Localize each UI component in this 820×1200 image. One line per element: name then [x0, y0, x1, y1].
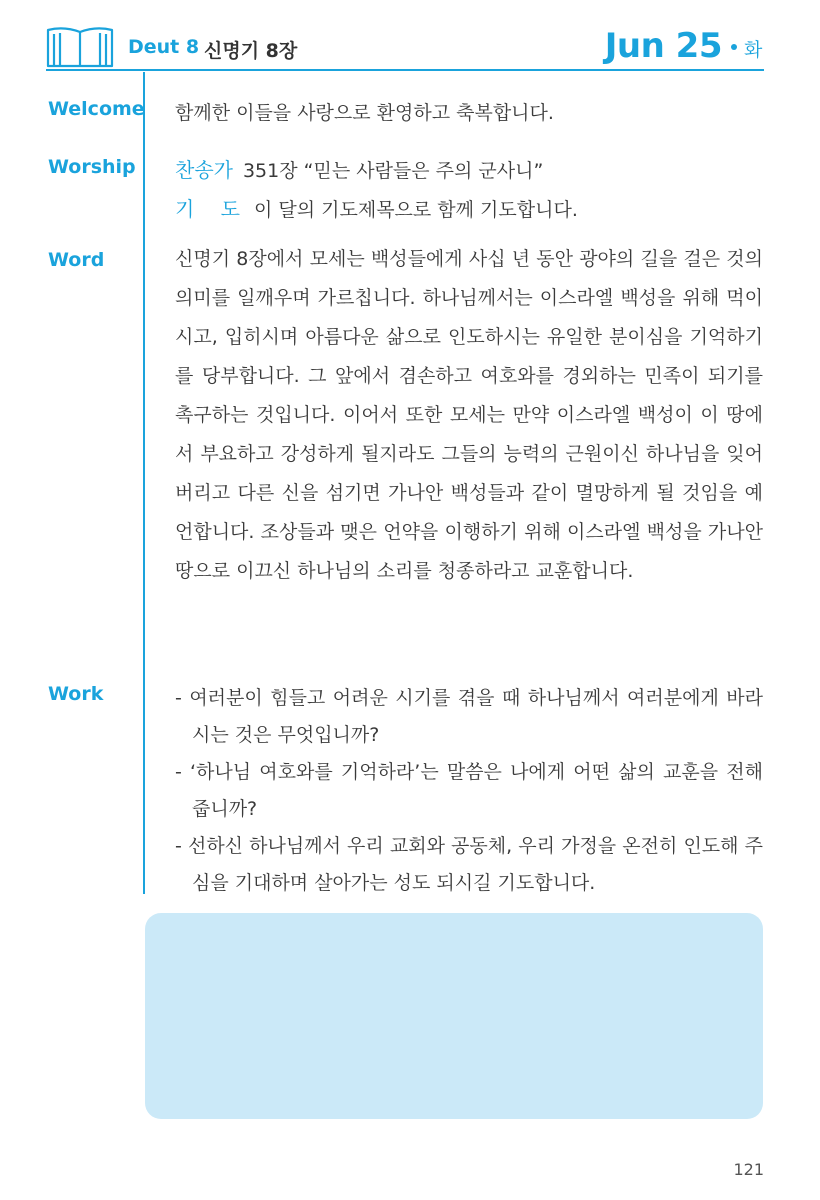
weekday: 화 [744, 39, 763, 61]
word-paragraph: 신명기 8장에서 모세는 백성들에게 사십 년 동안 광야의 길을 걸은 것의 의미를 일깨우며 가르칩니다. 하나님께서는 이스라엘 백성을 위해 먹이시고, 입히시며 아름다운 삶으로 인도하시는 유일한 분이심을 기억하기를 당부합니다. 그 앞에서 겸손하고 여호와를 경외하는 민족이 되기를 촉구하는 것입니다. 이어서 또한 모세는 만약 이스라엘 백성이 이 땅에서 부요하고 강성하게 될지라도 그들의 능력의 근원이신 하나님을 잊어버리고 다른 신을 섬기면 가나안 백성들과 같이 멸망하게 될 것임을 예언합니다. 조상들과 맺은 언약을 이행하기 위해 이스라엘 백성을 가나안 땅으로 이끄신 하나님의 소리를 청종하라고 교훈합니다. [175, 248, 763, 582]
section-label-word: Word [48, 249, 105, 271]
reading-date: Jun 25 [604, 26, 722, 66]
date-separator-dot [731, 44, 737, 50]
hymn-label: 찬송가 [175, 158, 233, 182]
chapter-title: 신명기 8장 [204, 40, 298, 62]
page-number: 121 [733, 1160, 764, 1179]
hymn-text: 351장 “믿는 사람들은 주의 군사니” [242, 160, 544, 182]
work-question: - 여러분이 힘들고 어려운 시기를 겪을 때 하나님께서 여러분에게 바라시는 것은 무엇입니까? [175, 687, 763, 746]
section-label-worship: Worship [48, 156, 136, 178]
section-label-work: Work [48, 683, 104, 705]
work-question: - 선하신 하나님께서 우리 교회와 공동체, 우리 가정을 온전히 인도해 주심을 기대하며 살아가는 성도 되시길 기도합니다. [175, 835, 763, 894]
work-question: - ‘하나님 여호와를 기억하라’는 말씀은 나에게 어떤 삶의 교훈을 전해 줍니까? [175, 761, 763, 820]
welcome-text: 함께한 이들을 사랑으로 환영하고 축복합니다. [175, 102, 554, 124]
prayer-label: 기 도 [175, 197, 250, 221]
section-divider-vertical [143, 72, 145, 894]
section-label-welcome: Welcome [48, 98, 145, 120]
header-divider [46, 69, 764, 71]
hymn-line [175, 154, 543, 183]
work-question-list [175, 680, 763, 902]
prayer-text: 이 달의 기도제목으로 함께 기도합니다. [254, 199, 578, 221]
notes-box[interactable] [145, 913, 763, 1119]
prayer-line [175, 193, 578, 222]
book-reference: Deut 8 [128, 36, 200, 58]
open-book-icon [46, 24, 114, 68]
